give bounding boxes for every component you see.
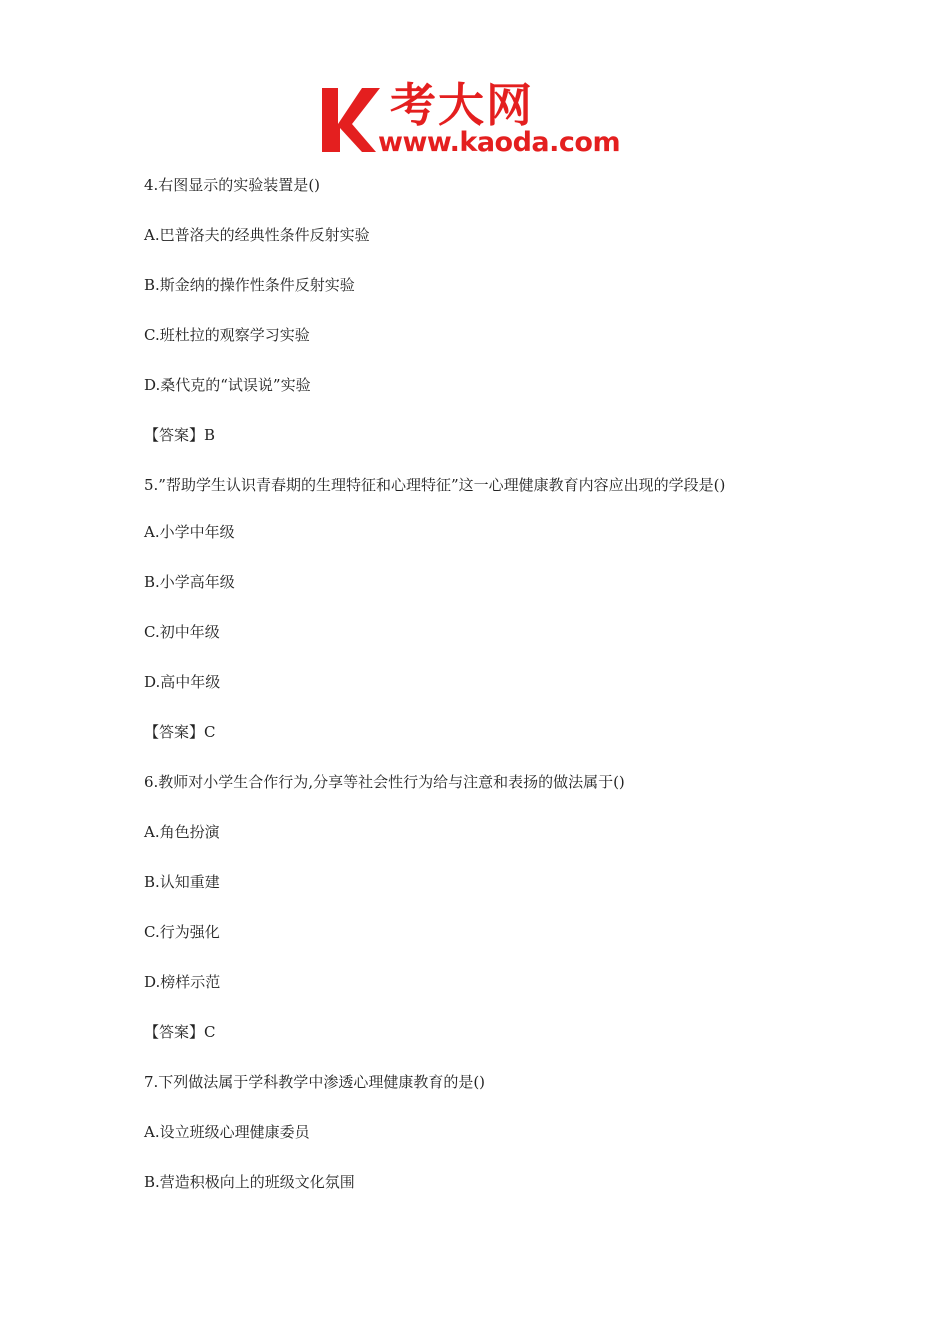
option-a: A.巴普洛夫的经典性条件反射实验 <box>144 226 370 244</box>
question-5: 5.”帮助学生认识青春期的生理特征和心理特征”这一心理健康教育内容应出现的学段是() <box>144 476 726 494</box>
answer: 【答案】C <box>144 1023 216 1041</box>
k-logo-icon <box>318 84 386 154</box>
option-c: C.初中年级 <box>144 623 220 641</box>
answer: 【答案】B <box>144 426 216 444</box>
option-d: D.榜样示范 <box>144 973 221 991</box>
question-6: 6.教师对小学生合作行为,分享等社会性行为给与注意和表扬的做法属于() <box>144 773 625 791</box>
answer: 【答案】C <box>144 723 216 741</box>
option-a: A.小学中年级 <box>144 523 235 541</box>
option-d: D.高中年级 <box>144 673 221 691</box>
question-4: 4.右图显示的实验装置是() <box>144 176 321 194</box>
option-d: D.桑代克的“试误说”实验 <box>144 376 311 394</box>
option-a: A.角色扮演 <box>144 823 220 841</box>
option-b: B.小学高年级 <box>144 573 235 591</box>
option-c: C.班杜拉的观察学习实验 <box>144 326 310 344</box>
logo-chinese-text: 考大网 <box>390 78 534 132</box>
document-body <box>144 170 824 1217</box>
kaoda-logo <box>318 80 638 160</box>
option-b: B.斯金纳的操作性条件反射实验 <box>144 276 355 294</box>
logo-url-text: www.kaoda.com <box>378 127 621 158</box>
option-b: B.认知重建 <box>144 873 220 891</box>
option-a: A.设立班级心理健康委员 <box>144 1123 310 1141</box>
option-b: B.营造积极向上的班级文化氛围 <box>144 1173 355 1191</box>
option-c: C.行为强化 <box>144 923 220 941</box>
question-7: 7.下列做法属于学科教学中渗透心理健康教育的是() <box>144 1073 486 1091</box>
